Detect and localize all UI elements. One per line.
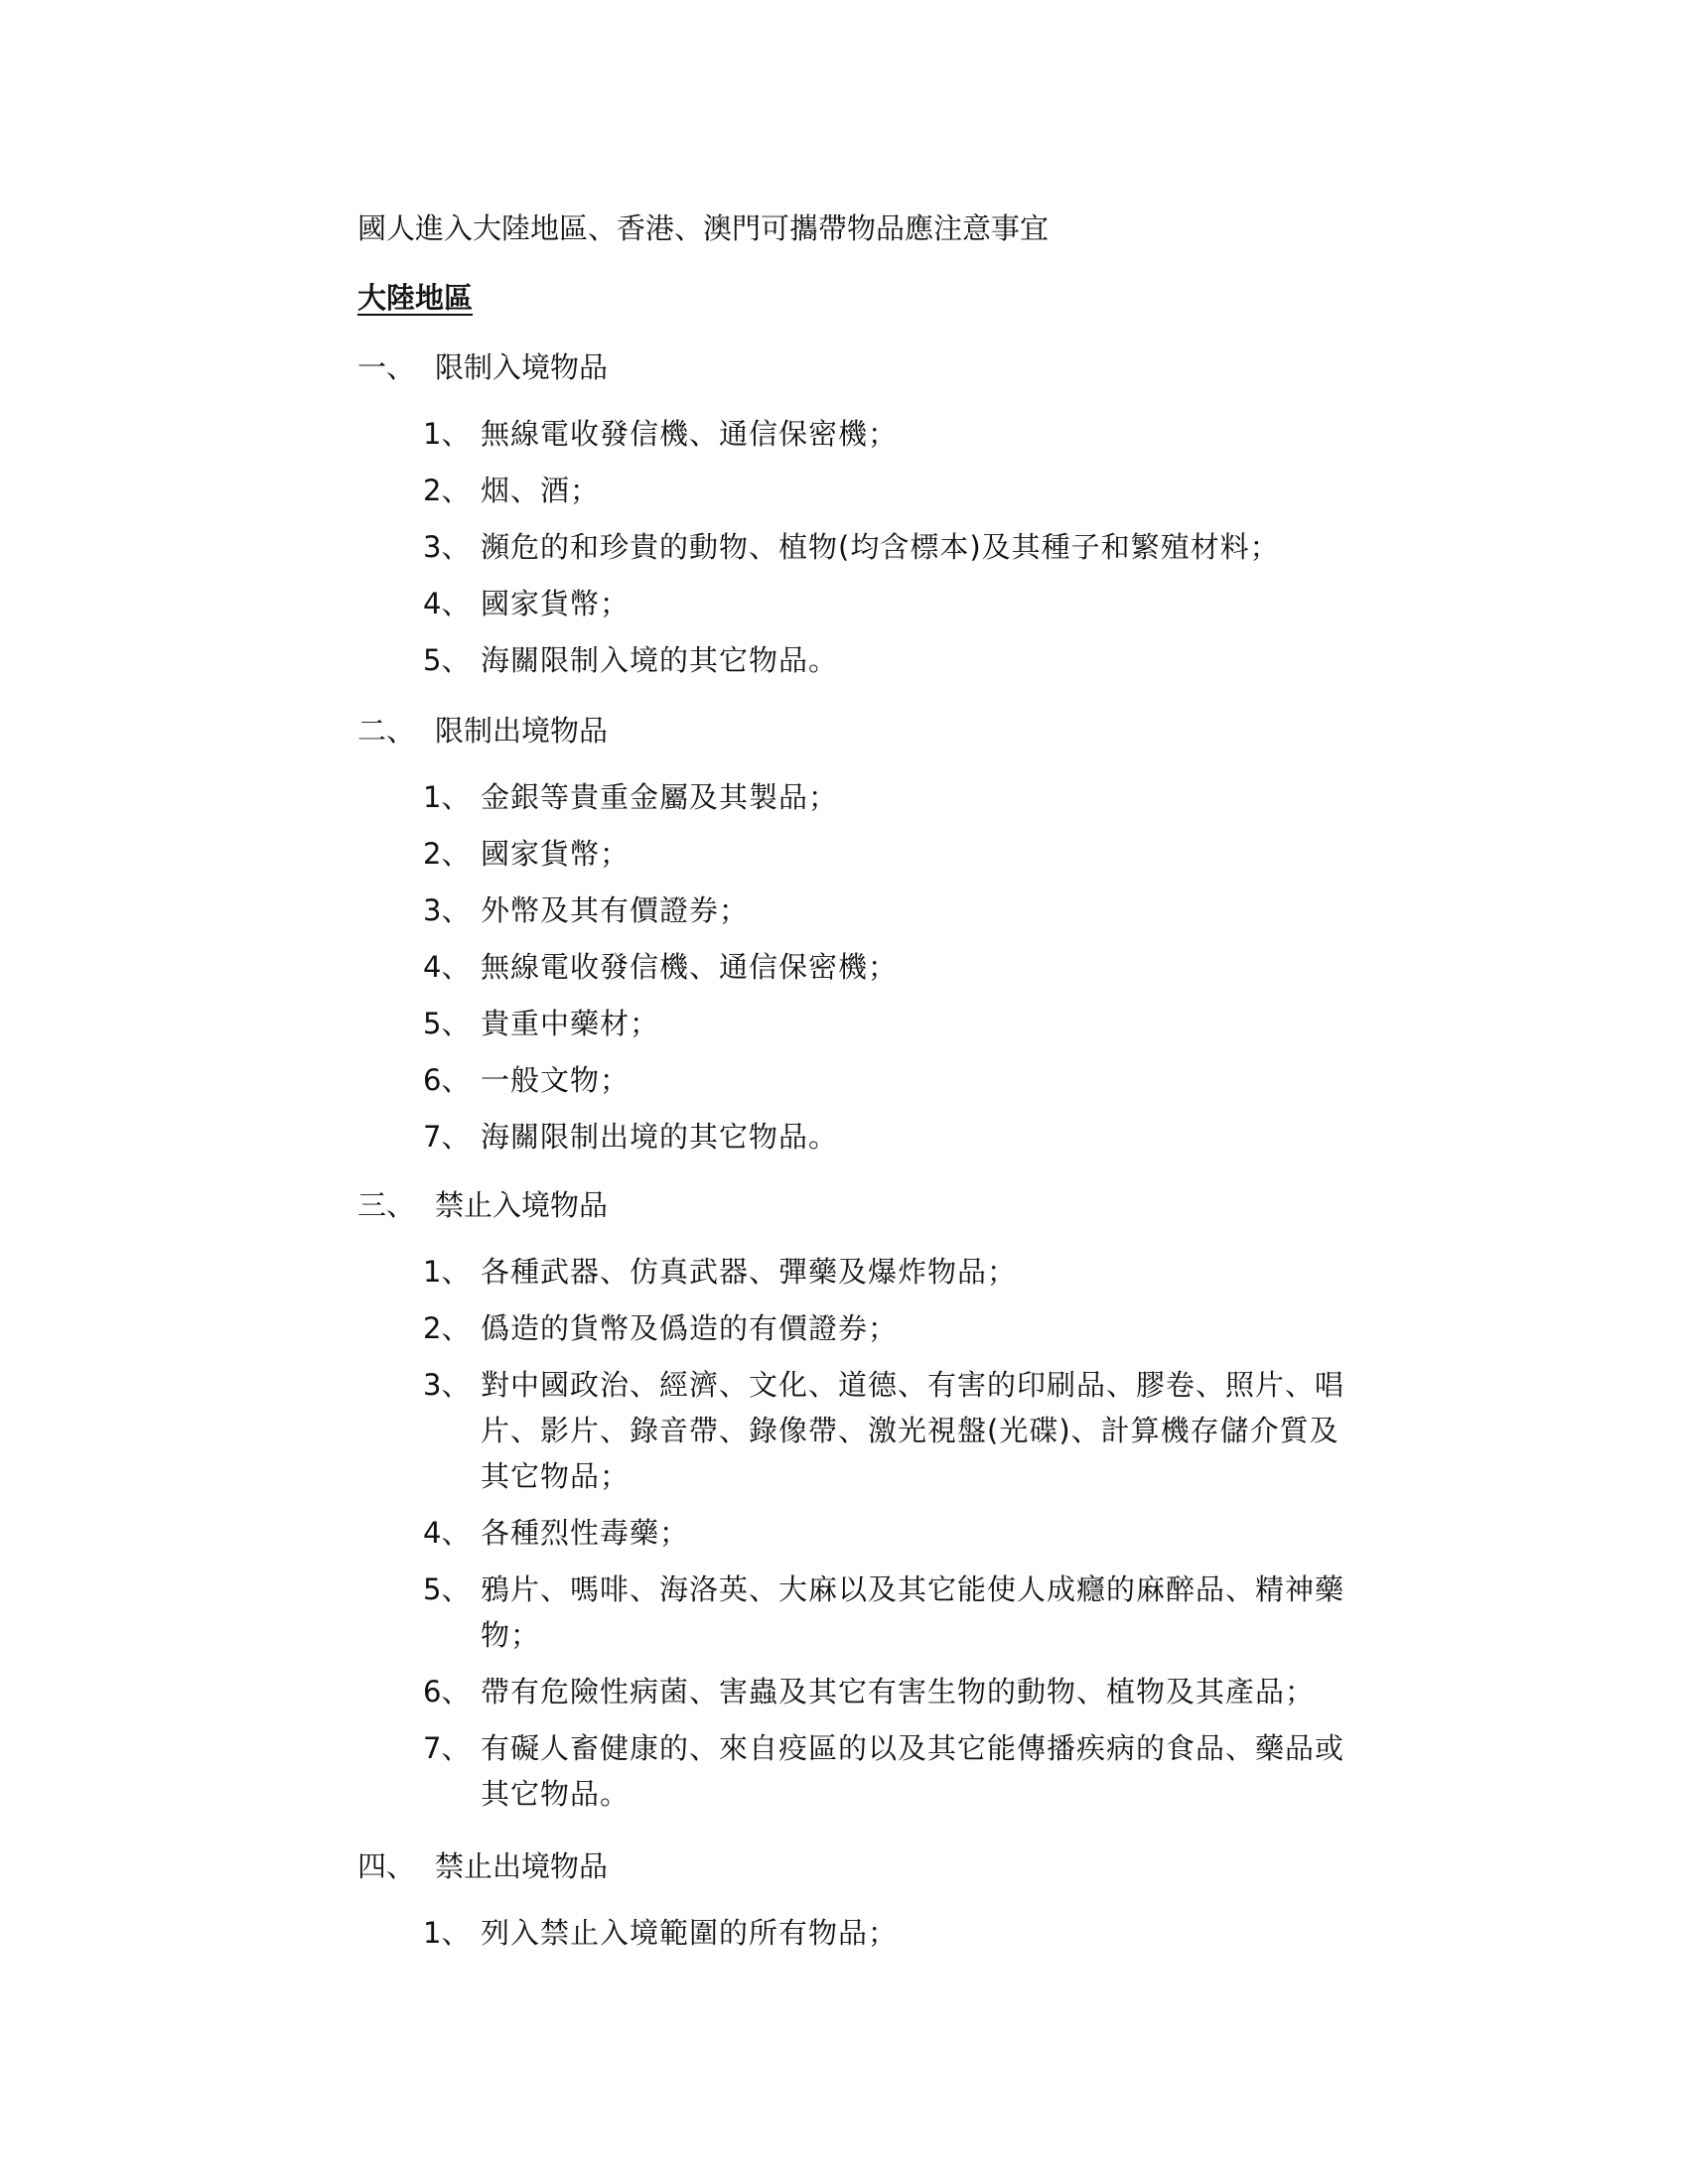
item-text: 有礙人畜健康的、來自疫區的以及其它能傳播疾病的食品、藥品或其它物品。 bbox=[481, 1731, 1345, 1811]
item-number: 1、 bbox=[423, 780, 471, 814]
list-item bbox=[423, 1001, 1350, 1046]
section-title: 限制出境物品 bbox=[435, 714, 609, 748]
item-number: 2、 bbox=[423, 1311, 471, 1345]
item-number: 3、 bbox=[423, 1368, 471, 1402]
section-number: 二、 bbox=[357, 714, 416, 748]
item-number: 6、 bbox=[423, 1675, 471, 1708]
list-item bbox=[423, 944, 1350, 990]
item-text: 無線電收發信機、通信保密機； bbox=[481, 950, 899, 984]
item-text: 帶有危險性病菌、害蟲及其它有害生物的動物、植物及其產品； bbox=[481, 1675, 1316, 1708]
item-number: 5、 bbox=[423, 1007, 471, 1040]
list-item bbox=[423, 1362, 1350, 1499]
item-list bbox=[357, 1249, 1350, 1817]
item-text: 烟、酒； bbox=[481, 474, 601, 507]
section-restricted-entry bbox=[357, 343, 1350, 694]
section-number: 四、 bbox=[357, 1849, 416, 1883]
item-number: 7、 bbox=[423, 1731, 471, 1765]
item-number: 3、 bbox=[423, 893, 471, 927]
section-heading bbox=[357, 1181, 1350, 1229]
item-text: 一般文物； bbox=[481, 1063, 631, 1097]
item-number: 5、 bbox=[423, 643, 471, 677]
list-item bbox=[423, 524, 1350, 570]
section-title: 禁止出境物品 bbox=[435, 1849, 609, 1883]
list-item bbox=[423, 1114, 1350, 1160]
item-number: 1、 bbox=[423, 1255, 471, 1289]
section-heading bbox=[357, 707, 1350, 754]
list-item bbox=[423, 887, 1350, 933]
item-number: 1、 bbox=[423, 417, 471, 451]
item-text: 國家貨幣； bbox=[481, 587, 631, 620]
item-number: 2、 bbox=[423, 474, 471, 507]
item-text: 瀕危的和珍貴的動物、植物(均含標本)及其種子和繁殖材料； bbox=[481, 530, 1280, 564]
list-item bbox=[423, 1725, 1350, 1817]
list-item bbox=[423, 1669, 1350, 1714]
section-title: 禁止入境物品 bbox=[435, 1188, 609, 1222]
section-heading bbox=[357, 1843, 1350, 1890]
item-text: 國家貨幣； bbox=[481, 837, 631, 871]
item-text: 對中國政治、經濟、文化、道德、有害的印刷品、膠卷、照片、唱片、影片、錄音帶、錄像帶、激光視盤(光碟)、計算機存儲介質及其它物品； bbox=[481, 1368, 1345, 1493]
item-list bbox=[357, 411, 1350, 683]
list-item bbox=[423, 774, 1350, 820]
list-item bbox=[423, 1249, 1350, 1295]
section-number: 三、 bbox=[357, 1188, 416, 1222]
item-text: 貴重中藥材； bbox=[481, 1007, 660, 1040]
list-item bbox=[423, 831, 1350, 877]
list-item bbox=[423, 1510, 1350, 1556]
item-text: 各種武器、仿真武器、彈藥及爆炸物品； bbox=[481, 1255, 1018, 1289]
item-number: 4、 bbox=[423, 587, 471, 620]
section-restricted-exit bbox=[357, 707, 1350, 1170]
item-text: 外幣及其有價證券； bbox=[481, 893, 750, 927]
item-number: 6、 bbox=[423, 1063, 471, 1097]
list-item bbox=[423, 1567, 1350, 1658]
item-number: 7、 bbox=[423, 1120, 471, 1154]
list-item bbox=[423, 637, 1350, 683]
section-prohibited-entry bbox=[357, 1181, 1350, 1828]
list-item bbox=[423, 1305, 1350, 1351]
item-text: 金銀等貴重金屬及其製品； bbox=[481, 780, 839, 814]
item-text: 無線電收發信機、通信保密機； bbox=[481, 417, 899, 451]
item-list bbox=[357, 774, 1350, 1160]
section-number: 一、 bbox=[357, 350, 416, 384]
region-heading-mainland: 大陸地區 bbox=[357, 281, 474, 315]
item-text: 鴉片、嗎啡、海洛英、大麻以及其它能使人成癮的麻醉品、精神藥物； bbox=[481, 1572, 1345, 1652]
document-title: 國人進入大陸地區、香港、澳門可攜帶物品應注意事宜 bbox=[357, 211, 1050, 245]
list-item bbox=[423, 581, 1350, 626]
item-text: 海關限制出境的其它物品。 bbox=[481, 1120, 839, 1154]
item-text: 各種烈性毒藥； bbox=[481, 1516, 690, 1550]
item-number: 4、 bbox=[423, 1516, 471, 1550]
item-text: 海關限制入境的其它物品。 bbox=[481, 643, 839, 677]
item-number: 1、 bbox=[423, 1916, 471, 1950]
item-number: 4、 bbox=[423, 950, 471, 984]
item-number: 5、 bbox=[423, 1572, 471, 1606]
section-prohibited-exit bbox=[357, 1843, 1350, 1967]
list-item bbox=[423, 1057, 1350, 1103]
item-text: 列入禁止入境範圍的所有物品； bbox=[481, 1916, 899, 1950]
item-number: 3、 bbox=[423, 530, 471, 564]
item-text: 僞造的貨幣及僞造的有價證券； bbox=[481, 1311, 899, 1345]
section-title: 限制入境物品 bbox=[435, 350, 609, 384]
item-list bbox=[357, 1910, 1350, 1956]
list-item bbox=[423, 468, 1350, 513]
section-heading bbox=[357, 343, 1350, 391]
list-item bbox=[423, 1910, 1350, 1956]
list-item bbox=[423, 411, 1350, 457]
item-number: 2、 bbox=[423, 837, 471, 871]
